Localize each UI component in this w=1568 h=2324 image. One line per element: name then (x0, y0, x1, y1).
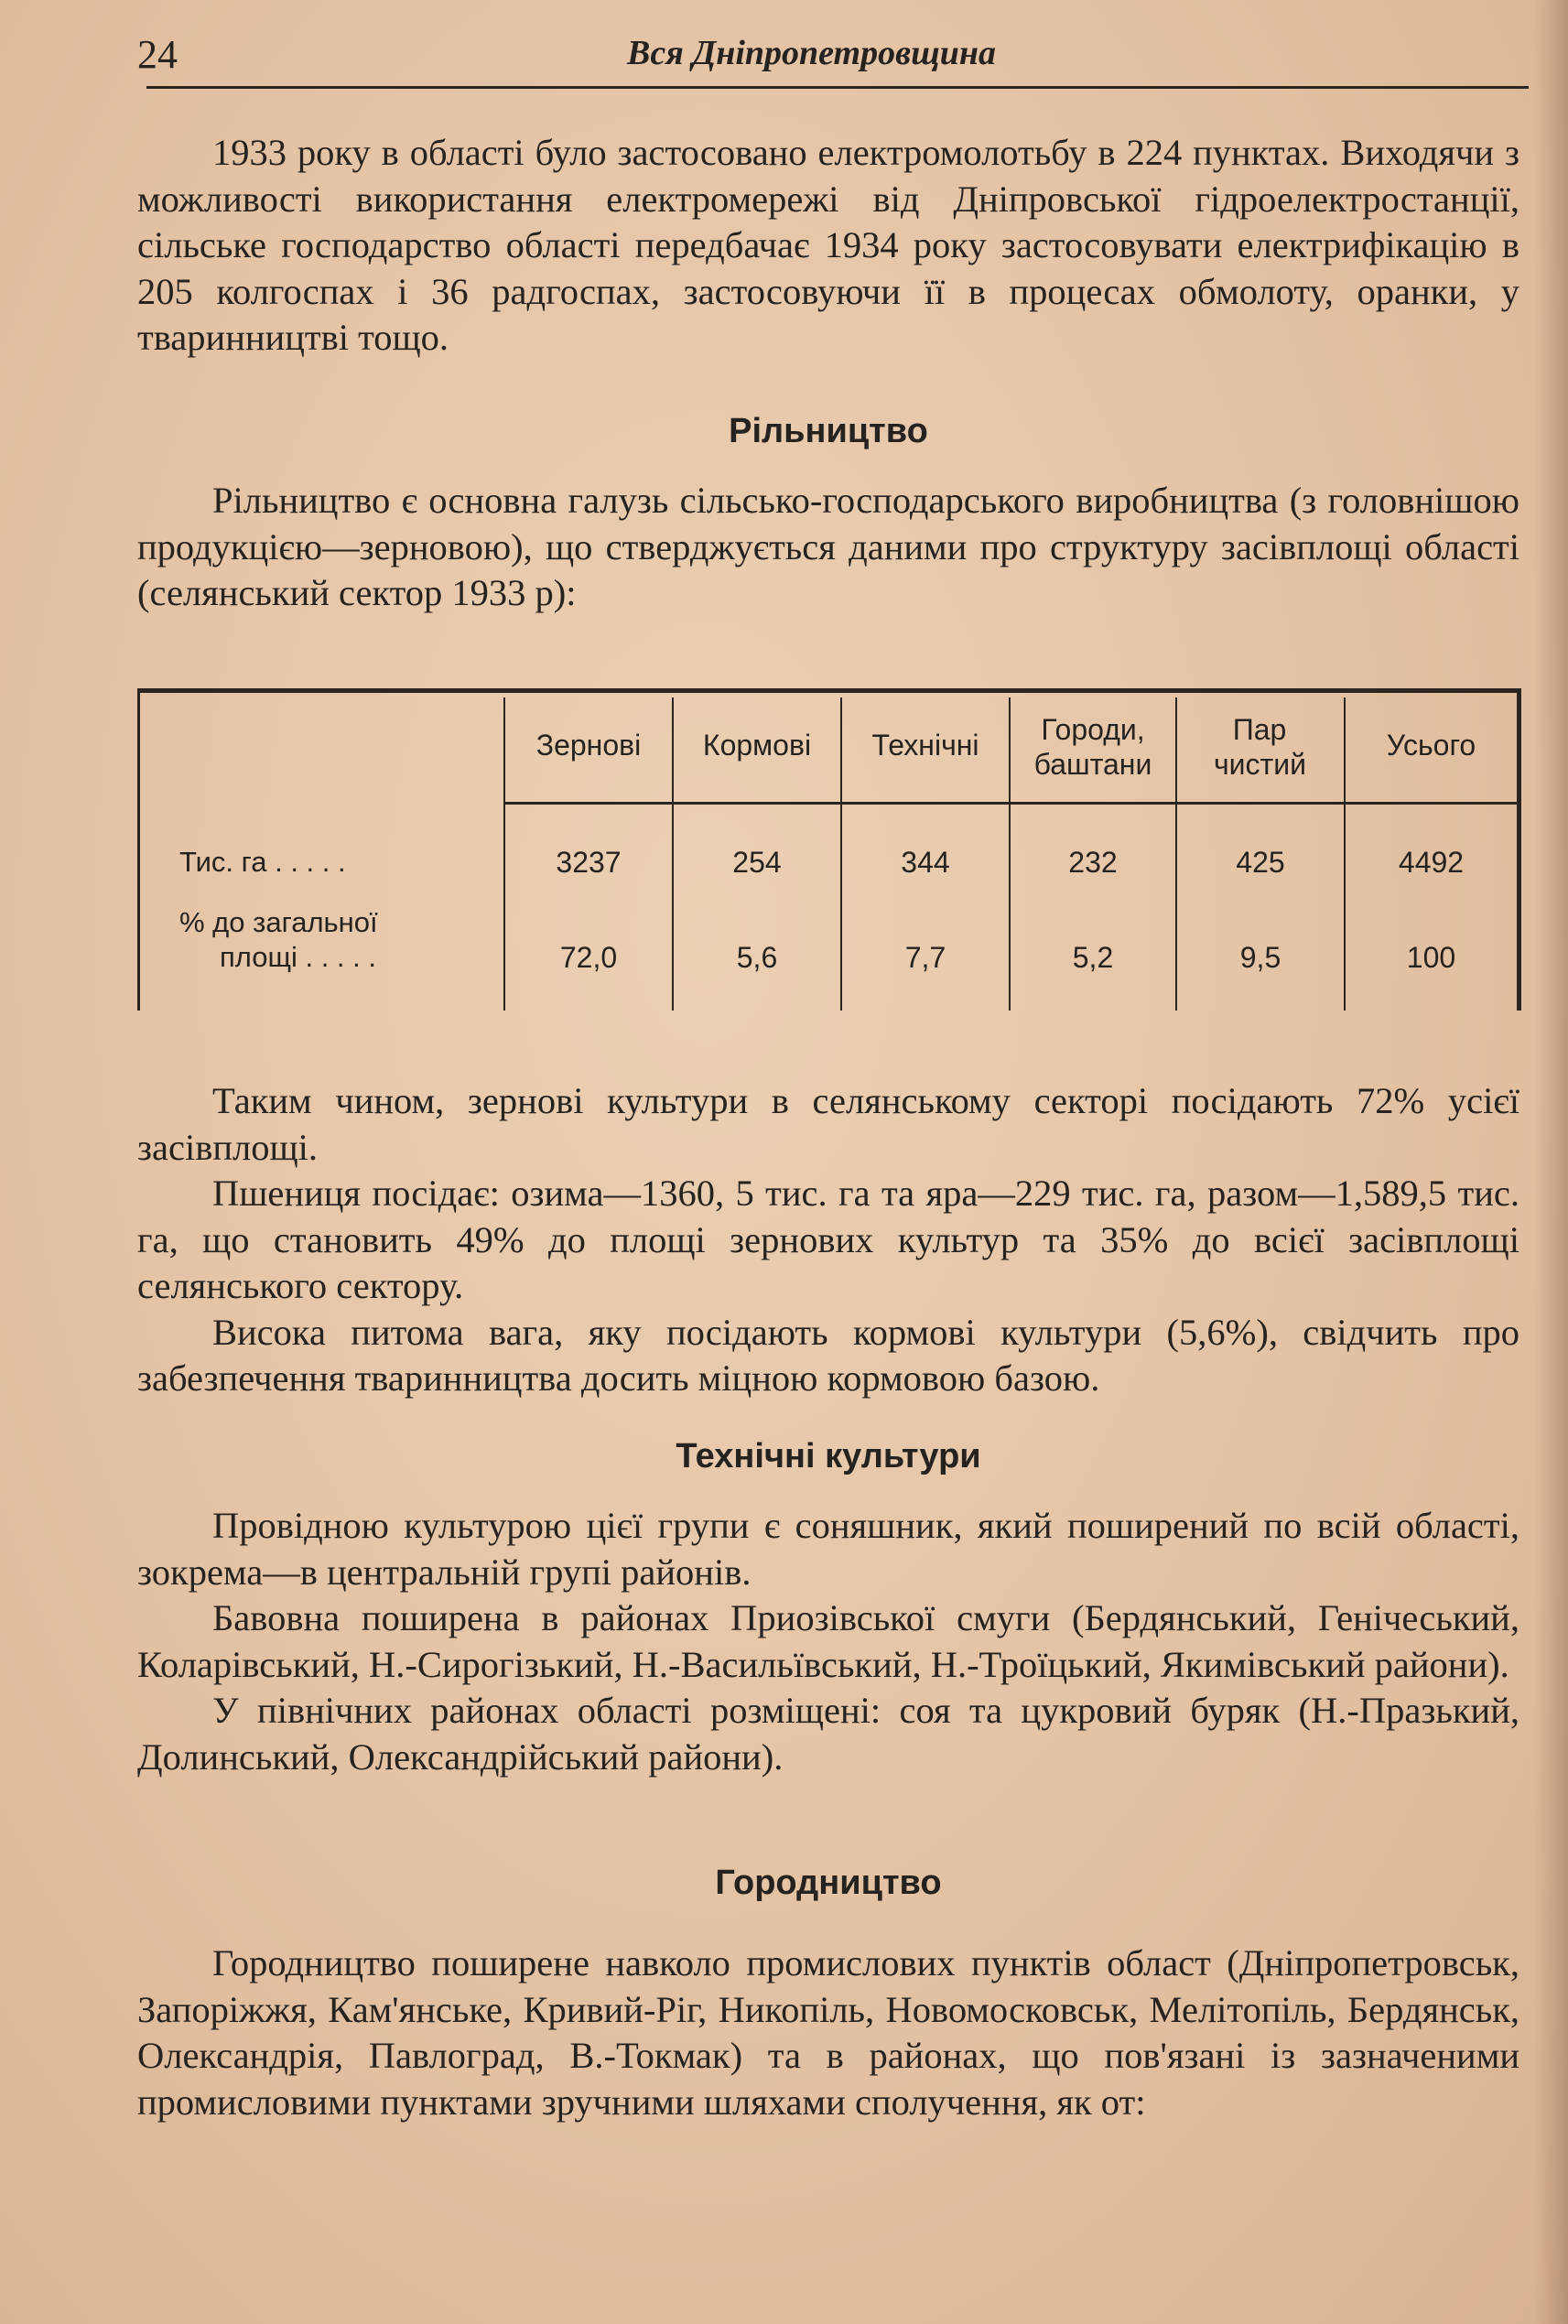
paragraph: Провідною культурою цієї групи є соняшник, який поширений по всій області, зокрема—в центральній групі районів. (137, 1505, 1519, 1593)
table-cell: 344 (901, 846, 950, 879)
table-cell: 100 (1406, 941, 1456, 974)
running-title: Вся Дніпропетровщина (627, 34, 996, 72)
header-rule (146, 86, 1529, 89)
agriculture-paragraph: Рільництво є основна галузь сільсько-господарського виробництва (з головнішою продукцією—зерновою), що стверджується даними про структуру засівплощі області (селянський сектор 1933 р): (137, 480, 1519, 613)
column-header: Технічні (871, 729, 979, 762)
table-right-rule (1517, 688, 1521, 1011)
table-left-rule (137, 688, 140, 1011)
technical-crops-block (137, 1503, 1519, 1780)
column-header: Пар чистий (1214, 713, 1306, 781)
table-top-rule (137, 688, 1521, 693)
row-label: Тис. га . . . . . (179, 846, 346, 878)
page-number: 24 (137, 32, 178, 77)
paragraph: У північних районах області розміщені: соя та цукровий буряк (Н.-Празький, Долинський, Олександрійський райони). (137, 1690, 1519, 1778)
sown-area-table (137, 688, 1521, 1011)
table-cell: 5,6 (736, 941, 778, 974)
paragraph: Висока питома вага, яку посідають кормові культури (5,6%), свідчить про забезпечення тваринництва досить міцною кормовою базою. (137, 1311, 1519, 1399)
page-header (137, 26, 1529, 90)
row-label: % до загальної (179, 906, 378, 938)
table-cell: 7,7 (904, 941, 946, 974)
after-table-block (137, 1078, 1519, 1402)
table-cell: 254 (732, 846, 782, 879)
heading-technical-crops: Технічні культури (676, 1437, 981, 1475)
table-cell: 3237 (556, 846, 622, 879)
column-header: Кормові (702, 729, 812, 762)
table-header-rule (503, 802, 1521, 805)
page-edge-shadow (1535, 0, 1568, 2324)
agriculture-block (137, 478, 1519, 617)
column-header: Городи, баштани (1033, 713, 1152, 781)
paragraph: Бавовна поширена в районах Приозівської смуги (Бердянський, Генічеський, Коларівський, Н.-Сирогізький, Н.-Васильївський, Н.-Троїцький, Якимівський райони). (137, 1597, 1519, 1685)
table-cell: 425 (1236, 846, 1285, 879)
table-cell: 4492 (1398, 846, 1465, 879)
table-cell: 5,2 (1072, 941, 1114, 974)
heading-agriculture: Рільництво (729, 412, 928, 450)
intro-block (137, 130, 1519, 362)
gardening-block (137, 1940, 1519, 2125)
intro-paragraph: 1933 року в області було застосовано електромолотьбу в 224 пунктах. Виходячи з можливості використання електромережі від Дніпровської гідроелектростанції, сільське господарство області передбачає 1934 року застосовувати електрифікацію в 205 колгоспах і 36 радгоспах, застосовуючи її в процесах обмолоту, оранки, у тваринництві тощо. (137, 132, 1519, 358)
paragraph: Таким чином, зернові культури в селянському секторі посідають 72% усієї засівплощі. (137, 1080, 1519, 1168)
paragraph: Пшениця посідає: озима—1360, 5 тис. га та яра—229 тис. га, разом—1,589,5 тис. га, що становить 49% до площі зернових культур та 35% до всієї засівплощі селянського сектору. (137, 1173, 1519, 1306)
table-cell: 72,0 (559, 941, 618, 974)
column-header: Зернові (535, 729, 642, 762)
row-label: площі . . . . . (220, 941, 376, 973)
heading-gardening: Городництво (715, 1864, 942, 1902)
column-header: Усього (1386, 729, 1476, 762)
table-cell: 232 (1068, 846, 1118, 879)
table-cell: 9,5 (1239, 941, 1281, 974)
gardening-paragraph: Городництво поширене навколо промислових пунктів област (Дніпропетровськ, Запоріжжя, Кам'янське, Кривий-Ріг, Никопіль, Новомосковськ, Мелітопіль, Бердянськ, Олександрія, Павлоград, В.-Токмак) та в районах, що пов'язані із зазначеними промисловими пунктами зручними шляхами сполучення, як от: (137, 1942, 1519, 2123)
